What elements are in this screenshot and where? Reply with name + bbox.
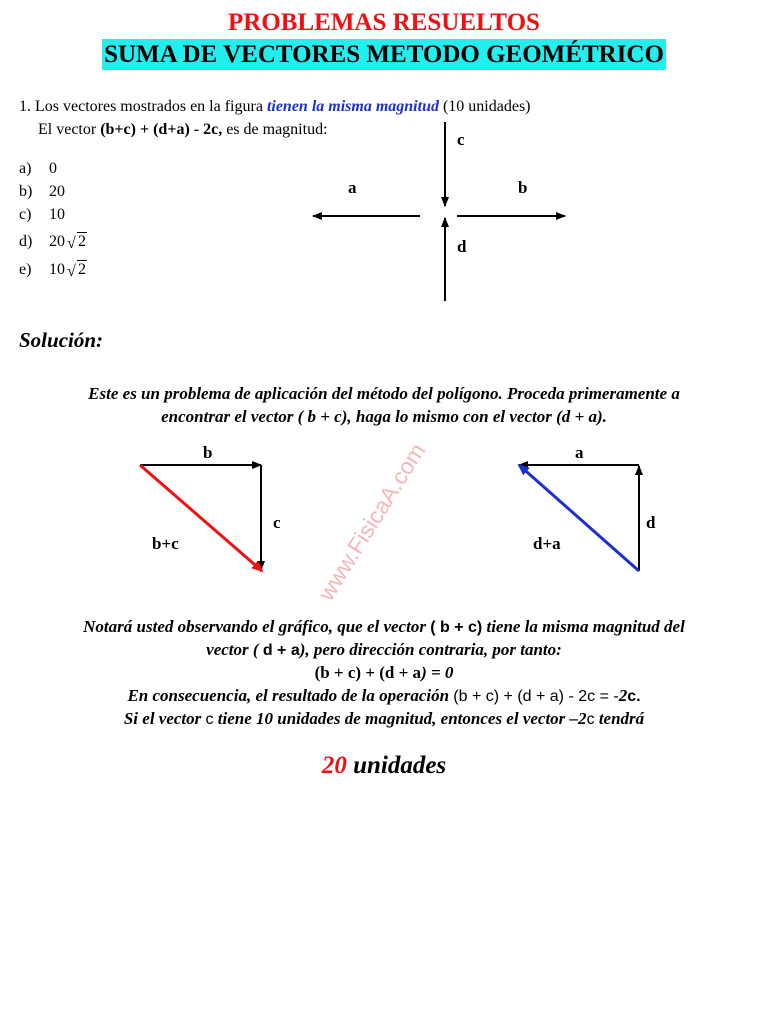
label-b: b bbox=[518, 178, 528, 197]
solution-para2-line1 bbox=[0, 615, 768, 639]
intro-prefix: 1. Los vectores mostrados en la figura bbox=[19, 98, 267, 115]
vector-expression: (b + c) + (d + a) - 2c = - bbox=[453, 688, 619, 705]
vector-expression: ( b + c) bbox=[430, 619, 483, 636]
label-d-right: d bbox=[646, 513, 656, 532]
option-value: 10 bbox=[49, 206, 65, 223]
watermark: www.FisicaA.com bbox=[312, 438, 431, 606]
radicand: 2 bbox=[78, 261, 86, 278]
text-segment: Notará usted observando el gráfico, que el vector bbox=[83, 617, 431, 636]
option-letter: b) bbox=[19, 183, 33, 200]
vector-symbol: c bbox=[586, 711, 595, 728]
intro-highlight: tienen la misma magnitud bbox=[266, 98, 439, 115]
option-value: 0 bbox=[49, 160, 57, 177]
answer-unit: unidades bbox=[346, 752, 447, 779]
vector-b-plus-c-arrow bbox=[140, 465, 262, 571]
option-value: 20 bbox=[49, 233, 65, 250]
vector-expression: d + a bbox=[262, 642, 300, 659]
text-segment: ), pero dirección contraria, por tanto: bbox=[299, 640, 562, 659]
label-d-plus-a: d+a bbox=[533, 534, 561, 553]
solution-para1-line1: Este es un problema de aplicación del método del polígono. Proceda primeramente a bbox=[88, 384, 680, 403]
solution-conclusion bbox=[0, 707, 768, 731]
equation-left: (b + c) + (d + a bbox=[314, 663, 422, 682]
equation-right: ) = 0 bbox=[421, 663, 454, 682]
solution-heading: Solución: bbox=[19, 328, 104, 352]
vector-symbol: c bbox=[205, 711, 214, 728]
text-segment: tiene 10 unidades de magnitud, entonces el vector –2 bbox=[213, 709, 587, 728]
vector-symbol: c. bbox=[627, 688, 641, 705]
option-value: 10 bbox=[49, 261, 65, 278]
label-c: c bbox=[457, 130, 465, 149]
label-c-left: c bbox=[273, 513, 281, 532]
option-letter: d) bbox=[19, 233, 33, 250]
radicand: 2 bbox=[78, 233, 86, 250]
label-a-right: a bbox=[575, 443, 584, 462]
text-segment: tiene la misma magnitud del bbox=[482, 617, 685, 636]
label-a: a bbox=[348, 178, 357, 197]
label-d: d bbox=[457, 237, 467, 256]
option-letter: e) bbox=[19, 261, 32, 278]
option-letter: c) bbox=[19, 206, 32, 223]
text-segment: vector ( bbox=[206, 640, 263, 659]
vector-expression: (b+c) + (d+a) - 2c, bbox=[100, 121, 223, 138]
text-segment: En consecuencia, el resultado de la operación bbox=[127, 686, 454, 705]
page-title: PROBLEMAS RESUELTOS bbox=[228, 9, 540, 36]
solution-equation bbox=[0, 661, 768, 684]
solution-para2-line2 bbox=[0, 638, 768, 662]
vector-d-plus-a-arrow bbox=[519, 465, 639, 571]
sqrt-symbol: √ 2 bbox=[67, 233, 86, 252]
intro-suffix: (10 unidades) bbox=[438, 98, 531, 115]
text-segment: Si el vector bbox=[123, 709, 206, 728]
line2-suffix: es de magnitud: bbox=[222, 121, 328, 138]
option-letter: a) bbox=[19, 160, 32, 177]
page-subtitle: SUMA DE VECTORES METODO GEOMÉTRICO bbox=[104, 41, 664, 68]
option-value: 20 bbox=[49, 183, 65, 200]
solution-para1-line2: encontrar el vector ( b + c), haga lo mismo con el vector (d + a). bbox=[161, 407, 607, 426]
solution-consequence bbox=[0, 684, 768, 708]
text-segment: 2 bbox=[618, 686, 628, 705]
label-b-left: b bbox=[203, 443, 213, 462]
text-segment: tendrá bbox=[594, 709, 645, 728]
answer-number: 20 bbox=[321, 752, 347, 779]
final-answer bbox=[0, 752, 768, 780]
sqrt-symbol: √ 2 bbox=[67, 261, 86, 280]
line2-prefix: El vector bbox=[38, 121, 101, 138]
label-b-plus-c: b+c bbox=[152, 534, 179, 553]
